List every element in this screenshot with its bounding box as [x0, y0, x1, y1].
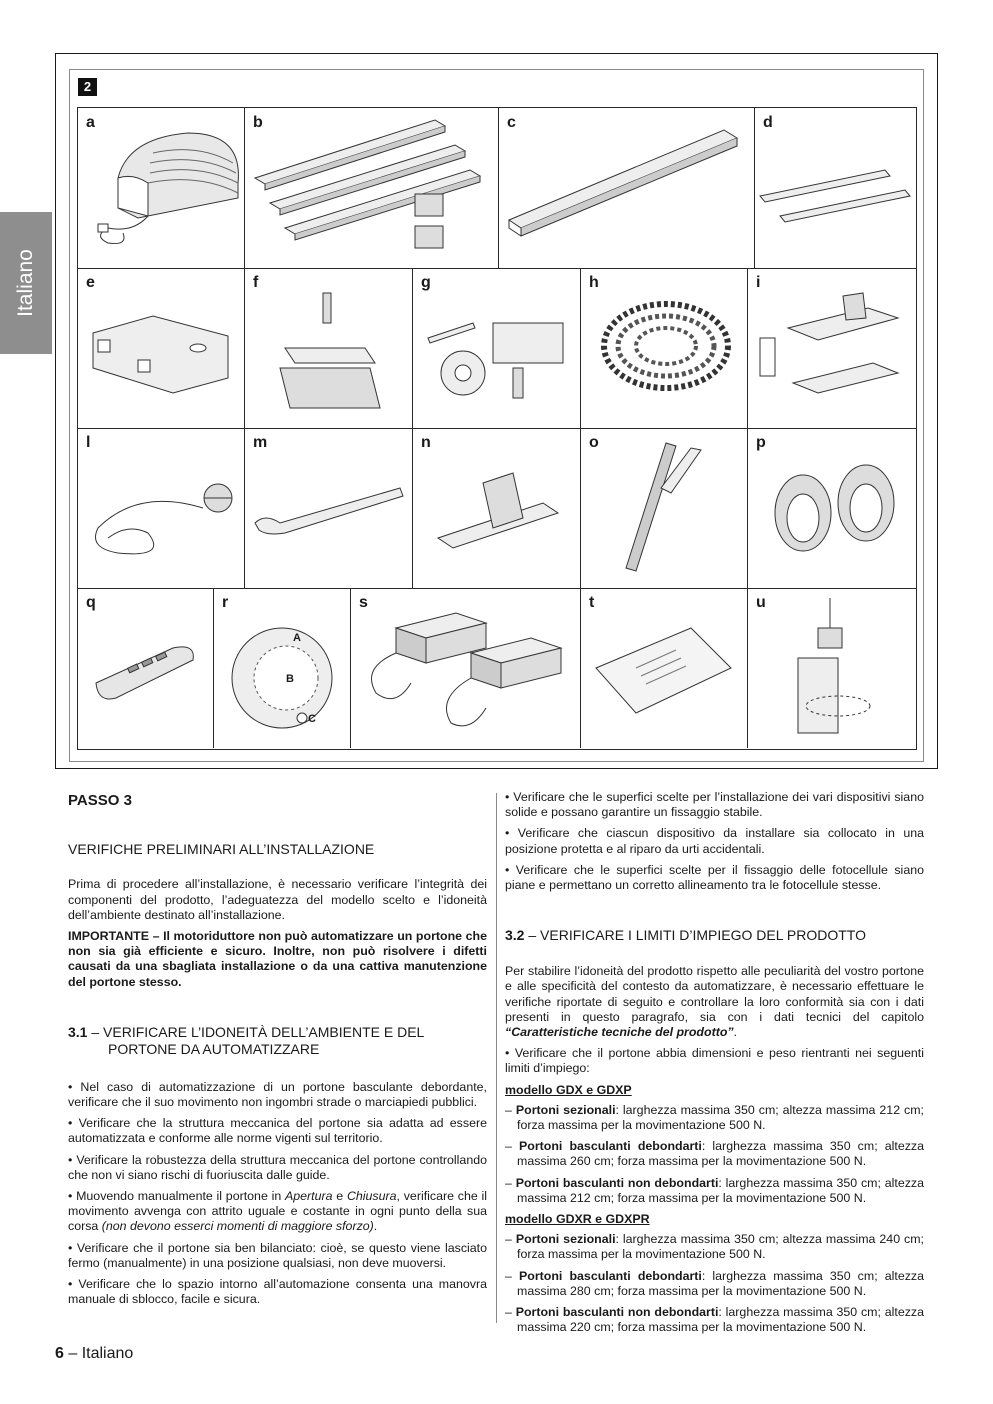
check-item-9: • Verificare che le superfici scelte per il fissaggio delle fotocellule siano piane e permettano un corretto allineamento tra le fotocellule stesse.: [505, 862, 924, 893]
gdx-limit-overhead-non: – Portoni basculanti non debondarti: larghezza massima 350 cm; altezza massima 212 cm; forza massima per la movimentazione 500 N.: [505, 1175, 924, 1205]
gdxr-limit-overhead-non: – Portoni basculanti non debondarti: larghezza massima 350 cm; altezza massima 220 cm; forza massima per la movimentazione 500 N.: [505, 1305, 924, 1335]
door-bracket-illustration: [413, 428, 581, 588]
curved-arm-illustration: [245, 428, 413, 588]
important-text: – Il motoriduttore non può automatizzare un portone che non sia già efficiente e sicuro. Inoltre, non può risolvere i difetti causati da una sbagliata installazione o da una cattiva manutenzione del portone stesso.: [68, 929, 487, 989]
section-3-1-number: 3.1: [68, 1023, 88, 1040]
section-3-2-title: – VERIFICARE I LIMITI D’IMPIEGO DEL PRODOTTO: [524, 927, 866, 944]
limits-intro-text: Per stabilire l’idoneità del prodotto rispetto alle peculiarità del vostro portone e alle specificità del contesto da automatizzare, è necessario effettuare le verifiche riportate di seguito e controllare la loro conformità sia con i dati presenti in questo paragrafo, sia con i dati tecnici del capitolo: [505, 964, 924, 1024]
check-item-1: • Nel caso di automatizzazione di un portone basculante debordante, verificare che il suo movimento non ingombri strade o marciapiedi pubblici.: [68, 1079, 487, 1110]
photocells-illustration: [748, 428, 916, 588]
check-item-4-end: .: [373, 1219, 378, 1234]
check-item-7: • Verificare che le superfici scelte per l’installazione dei vari dispositivi siano solide e possano garantire un fissaggio stabile.: [505, 790, 924, 820]
component-o: [581, 428, 748, 588]
footer-language: – Italiano: [63, 1345, 134, 1362]
component-g: [413, 268, 581, 428]
callout-b: B: [286, 673, 294, 685]
component-g-label: g: [421, 274, 431, 291]
term-chiusura: Chiusura: [346, 1189, 397, 1204]
arm-rail-illustration: [581, 428, 748, 588]
callout-c: C: [308, 713, 316, 725]
section-3-1-title-line2: PORTONE DA AUTOMATIZZARE: [108, 1040, 320, 1057]
gdxr-limit-overhead-non-text: : larghezza massima 350 cm; altezza massima 220 cm; forza massima per la movimentazione 500 N.: [517, 1305, 924, 1335]
important-label: IMPORTANTE: [68, 929, 149, 944]
component-p: [748, 428, 916, 588]
important-paragraph: [68, 929, 487, 990]
component-h: [581, 268, 748, 428]
component-b: [245, 108, 499, 268]
gdx-limit-overhead-label: Portoni basculanti debondarti: [519, 1139, 702, 1154]
gdx-limit-overhead-non-text: : larghezza massima 350 cm; altezza massima 212 cm; forza massima per la movimentazione 500 N.: [517, 1175, 924, 1205]
component-u: [748, 588, 916, 748]
hardware-bag-illustration: [581, 588, 748, 748]
component-t: [581, 588, 748, 748]
check-item-2: • Verificare che la struttura meccanica del portone sia adatta ad essere automatizzata e conforme alle norme vigenti sul territorio.: [68, 1116, 487, 1146]
gdx-limit-overhead-text: : larghezza massima 350 cm; altezza massima 260 cm; forza massima per la movimentazione 500 N.: [517, 1139, 925, 1169]
gdx-limit-overhead: – Portoni basculanti debondarti: larghezza massima 350 cm; altezza massima 260 cm; forza massima per la movimentazione 500 N.: [505, 1139, 925, 1169]
component-e: [78, 268, 245, 428]
gdx-limit-overhead-non-label: Portoni basculanti non debondarti: [515, 1175, 719, 1190]
component-h-label: h: [589, 274, 599, 291]
check-item-8: • Verificare che ciascun dispositivo da installare sia collocato in una posizione protetta e al riparo da urti accidentali.: [505, 826, 924, 856]
check-item-4: [68, 1189, 487, 1235]
component-b-label: b: [253, 114, 263, 131]
ceiling-bracket-illustration: [245, 268, 413, 428]
gdxr-limit-overhead-non-label: Portoni basculanti non debondarti: [515, 1305, 719, 1320]
component-a: [78, 108, 245, 268]
rail-sections-illustration: [245, 108, 499, 268]
gdxr-limit-sectional: – Portoni sezionali: larghezza massima 350 cm; altezza massima 240 cm; forza massima per la movimentazione 500 N.: [505, 1232, 924, 1262]
limits-intro-end: .: [733, 1025, 738, 1040]
chain-illustration: [581, 268, 748, 428]
component-r: [214, 588, 351, 748]
gdxr-limit-overhead-label: Portoni basculanti debondarti: [519, 1268, 702, 1283]
component-f: [245, 268, 413, 428]
motor-unit-illustration: [78, 108, 245, 268]
page-footer: [55, 1345, 133, 1363]
limits-intro-paragraph: [505, 964, 924, 1040]
component-e-label: e: [86, 274, 95, 291]
perforated-bars-illustration: [755, 108, 916, 268]
grid-row-4: [78, 588, 916, 748]
language-tab-label: Italiano: [14, 249, 37, 317]
component-n-label: n: [421, 434, 431, 451]
left-column: [68, 790, 487, 1313]
gdxr-limit-overhead: – Portoni basculanti debondarti: larghezza massima 350 cm; altezza massima 280 cm; forza massima per la movimentazione 500 N.: [505, 1268, 925, 1298]
component-q-label: q: [86, 594, 96, 611]
right-column: [505, 790, 924, 1341]
check-item-3: • Verificare la robustezza della struttura meccanica del portone controllando che non vi siano rischi di fuoriuscita dalle guide.: [68, 1152, 487, 1182]
carriage-parts-illustration: [748, 268, 916, 428]
component-p-label: p: [756, 434, 766, 451]
language-tab: [0, 212, 52, 354]
column-divider: [496, 793, 497, 1323]
component-u-label: u: [756, 594, 766, 611]
components-grid: [77, 107, 917, 750]
grid-row-1: [78, 108, 916, 269]
wall-bracket-illustration: [78, 268, 245, 428]
gdxr-limit-overhead-text: : larghezza massima 350 cm; altezza massima 280 cm; forza massima per la movimentazione 500 N.: [517, 1268, 925, 1298]
section-3-2-heading: [505, 927, 924, 944]
gdx-limit-sectional-text: : larghezza massima 350 cm; altezza massima 212 cm; forza massima per la movimentazione 500 N.: [517, 1102, 924, 1133]
intro-paragraph: Prima di procedere all’installazione, è necessario verificare l’integrità dei componenti del prodotto, l’adeguatezza del modello scelto e l’idoneità dell’ambiente destinato all’installazione.: [68, 877, 487, 922]
component-q: [78, 588, 214, 748]
component-o-label: o: [589, 434, 599, 451]
gdx-limit-sectional: – Portoni sezionali: larghezza massima 350 cm; altezza massima 212 cm; forza massima per la movimentazione 500 N.: [505, 1102, 924, 1133]
section-3-1-title-line1: – VERIFICARE L’IDONEITÀ DELL’AMBIENTE E DEL: [87, 1023, 425, 1040]
component-a-label: a: [86, 114, 95, 131]
component-d: [755, 108, 916, 268]
component-f-label: f: [253, 274, 259, 291]
check-item-4-conj: e: [332, 1189, 347, 1204]
term-apertura: Apertura: [285, 1189, 333, 1204]
selector-disk-illustration: [214, 588, 351, 748]
gdx-limit-sectional-label: Portoni sezionali: [515, 1102, 616, 1117]
section-heading-preliminary: VERIFICHE PRELIMINARI ALL’INSTALLAZIONE: [68, 841, 375, 858]
grid-row-2: [78, 268, 916, 429]
release-cord-illustration: [78, 428, 245, 588]
component-d-label: d: [763, 114, 773, 131]
figure-number: 2: [78, 78, 97, 96]
component-t-label: t: [589, 594, 595, 611]
check-item-6: • Verificare che lo spazio intorno all’automazione consenta una manovra manuale di sblocco, facile e sicura.: [68, 1277, 487, 1307]
component-m: [245, 428, 413, 588]
check-item-4-body: , verificare che il movimento avvenga con attrito uguale e costante in ogni punto della sua corsa: [68, 1189, 487, 1234]
component-r-label: r: [222, 594, 229, 611]
step-title: PASSO 3: [68, 792, 132, 809]
model-heading-gdx: modello GDX e GDXP: [505, 1082, 632, 1097]
check-item-4-note: (non devono esserci momenti di maggiore sforzo): [101, 1219, 374, 1234]
section-3-1-heading: [68, 1024, 487, 1041]
section-3-2-number: 3.2: [505, 927, 525, 944]
model-heading-gdxr: modello GDXR e GDXPR: [505, 1212, 650, 1227]
pulley-bracket-illustration: [413, 268, 581, 428]
grid-row-3: [78, 428, 916, 589]
gdxr-limit-sectional-text: : larghezza massima 350 cm; altezza massima 240 cm; forza massima per la movimentazione 500 N.: [517, 1232, 924, 1262]
component-i-label: i: [756, 274, 761, 291]
component-s-label: s: [359, 594, 368, 611]
chapter-reference: “Caratteristiche tecniche del prodotto”: [505, 1025, 734, 1040]
component-s: [351, 588, 581, 748]
check-item-5: • Verificare che il portone sia ben bilanciato: cioè, se questo viene lasciato fermo (manualmente) in una posizione qualsiasi, non deve muoversi.: [68, 1240, 487, 1270]
component-m-label: m: [253, 434, 268, 451]
component-c: [499, 108, 755, 268]
limits-check-item: • Verificare che il portone abbia dimensioni e peso rientranti nei seguenti limiti d’impiego:: [505, 1046, 924, 1076]
page-number: 6: [55, 1345, 64, 1362]
component-n: [413, 428, 581, 588]
gdxr-limit-sectional-label: Portoni sezionali: [515, 1232, 616, 1247]
component-l: [78, 428, 245, 588]
component-l-label: l: [86, 434, 91, 451]
component-c-label: c: [507, 114, 516, 131]
remote-control-illustration: [78, 588, 214, 748]
component-i: [748, 268, 916, 428]
battery-packs-illustration: [351, 588, 581, 748]
single-rail-illustration: [499, 108, 755, 268]
check-item-4-text: • Muovendo manualmente il portone in: [68, 1189, 285, 1204]
callout-a: A: [293, 632, 301, 644]
release-handle-illustration: [748, 588, 916, 748]
